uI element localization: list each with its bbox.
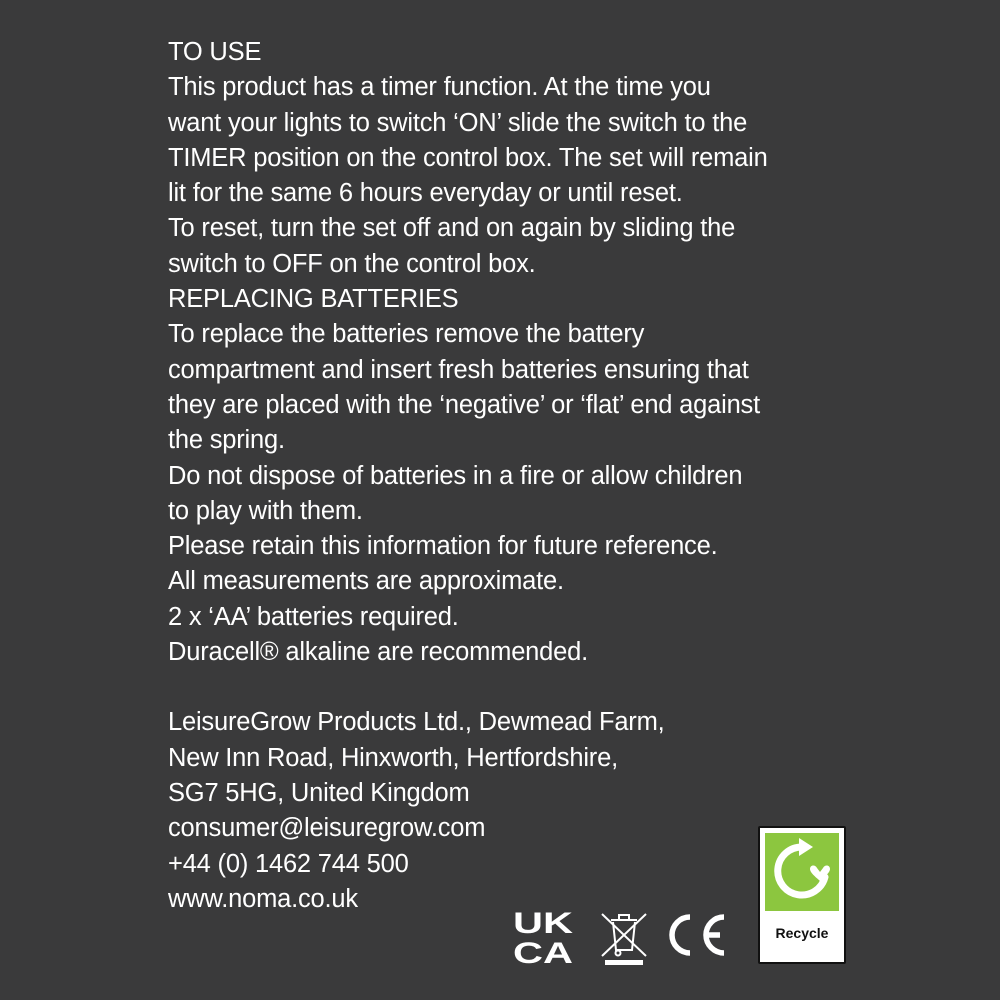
instruction-line: they are placed with the ‘negative’ or ‘flat’ end against (168, 390, 760, 419)
instruction-line: TIMER position on the control box. The set will remain (168, 143, 768, 172)
crossed-bin-icon (597, 910, 651, 966)
recycle-text: Recycle (775, 925, 829, 941)
contact-phone: +44 (0) 1462 744 500 (168, 849, 409, 878)
product-info-text (168, 35, 868, 917)
instruction-line: want your lights to switch ‘ON’ slide the switch to the (168, 108, 748, 137)
instruction-line: Please retain this information for future reference. (168, 532, 718, 561)
contact-postcode: SG7 5HG, United Kingdom (168, 778, 470, 807)
contact-company: LeisureGrow Products Ltd., Dewmead Farm, (168, 708, 665, 737)
ukca-mark-icon (512, 908, 576, 964)
instruction-line: Do not dispose of batteries in a fire or allow children (168, 461, 743, 490)
instruction-line: To reset, turn the set off and on again by sliding the (168, 214, 736, 243)
recycle-label (758, 826, 846, 964)
instruction-line: to play with them. (168, 496, 363, 525)
ukca-line2: CA (513, 937, 573, 964)
recycle-icon (765, 833, 839, 911)
contact-address: New Inn Road, Hinxworth, Hertfordshire, (168, 743, 618, 772)
ce-mark-icon (660, 910, 730, 960)
heading-replacing-batteries: REPLACING BATTERIES (168, 285, 459, 314)
contact-website: www.noma.co.uk (168, 884, 358, 913)
instruction-line: compartment and insert fresh batteries ensuring that (168, 355, 749, 384)
contact-email: consumer@leisuregrow.com (168, 814, 486, 843)
spacer (168, 670, 868, 705)
heading-to-use: TO USE (168, 38, 262, 66)
instruction-line: This product has a timer function. At the time you (168, 73, 711, 102)
instruction-line: switch to OFF on the control box. (168, 249, 536, 278)
instruction-line: To replace the batteries remove the battery (168, 320, 645, 349)
instruction-line: lit for the same 6 hours everyday or until reset. (168, 179, 683, 208)
certification-marks (512, 826, 852, 971)
instruction-line: the spring. (168, 426, 285, 455)
instruction-line: 2 x ‘AA’ batteries required. (168, 602, 459, 631)
instruction-line: All measurements are approximate. (168, 567, 564, 596)
ukca-line1: UK (513, 908, 574, 940)
instruction-line: Duracell® alkaline are recommended. (168, 638, 588, 667)
